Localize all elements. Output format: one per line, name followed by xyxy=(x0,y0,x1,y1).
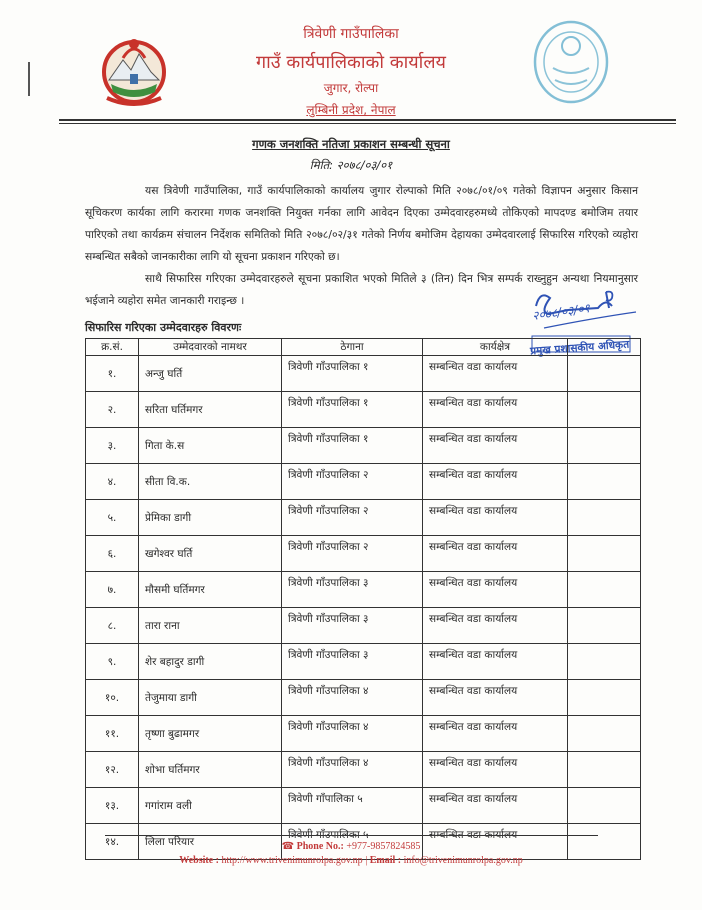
office-line-address: जुगार, रोल्पा xyxy=(323,81,379,95)
cell-workplace: सम्बन्धित वडा कार्यालय xyxy=(423,680,568,716)
cell-serial: १०. xyxy=(86,680,139,716)
office-seal-icon xyxy=(531,18,613,108)
table-row xyxy=(86,572,641,608)
cell-name: गगांराम वली xyxy=(139,788,282,824)
cell-name: खगेश्वर घर्ति xyxy=(139,536,282,572)
cell-serial: ११. xyxy=(86,716,139,752)
cell-workplace: सम्बन्धित वडा कार्यालय xyxy=(423,824,568,860)
cell-name: लिला परियार xyxy=(139,824,282,860)
table-row xyxy=(86,680,641,716)
cell-address: त्रिवेणी गाँउपालिका ५ xyxy=(282,824,423,860)
cell-name: शोभा घर्तिमगर xyxy=(139,752,282,788)
header-rule xyxy=(59,119,676,121)
table-row xyxy=(86,716,641,752)
footer-phone-label: Phone No.: xyxy=(296,841,344,852)
cell-workplace: सम्बन्धित वडा कार्यालय xyxy=(423,500,568,536)
table-row xyxy=(86,536,641,572)
notice-title: गणक जनशक्ति नतिजा प्रकाशन सम्बन्धी सूचना xyxy=(252,137,450,151)
cell-remarks xyxy=(568,500,641,536)
cell-remarks xyxy=(568,716,641,752)
office-line-municipality: त्रिवेणी गाउँपालिका xyxy=(303,26,399,42)
cell-name: अन्जु घर्ति xyxy=(139,356,282,392)
table-row xyxy=(86,752,641,788)
signature-date: २०७८/०३/०१ xyxy=(531,301,591,323)
cell-workplace: सम्बन्धित वडा कार्यालय xyxy=(423,572,568,608)
table-row xyxy=(86,392,641,428)
cell-remarks xyxy=(568,680,641,716)
office-line-province: लुम्बिनी प्रदेश, नेपाल xyxy=(306,103,396,117)
cell-address: त्रिवेणी गाँउपालिका १ xyxy=(282,428,423,464)
footer-rule xyxy=(105,835,598,836)
cell-address: त्रिवेणी गाँउपालिका १ xyxy=(282,392,423,428)
cell-address: त्रिवेणी गाँउपालिका ३ xyxy=(282,644,423,680)
cell-address: त्रिवेणी गाँउपालिका ३ xyxy=(282,572,423,608)
cell-workplace: सम्बन्धित वडा कार्यालय xyxy=(423,536,568,572)
cell-address: त्रिवेणी गाँउपालिका २ xyxy=(282,464,423,500)
cell-address: त्रिवेणी गाँउपालिका २ xyxy=(282,500,423,536)
candidate-table xyxy=(85,338,641,860)
footer-separator: | xyxy=(365,855,368,866)
cell-workplace: सम्बन्धित वडा कार्यालय xyxy=(423,716,568,752)
footer-email-label: Email : xyxy=(369,855,402,866)
cell-address: त्रिवेणी गाँउपालिका ४ xyxy=(282,752,423,788)
cell-serial: १. xyxy=(86,356,139,392)
cell-remarks xyxy=(568,644,641,680)
table-row xyxy=(86,428,641,464)
cell-workplace: सम्बन्धित वडा कार्यालय xyxy=(423,392,568,428)
cell-name: तारा राना xyxy=(139,608,282,644)
cell-serial: १४. xyxy=(86,824,139,860)
cell-address: त्रिवेणी गाँउपालिका १ xyxy=(282,356,423,392)
cell-workplace: सम्बन्धित वडा कार्यालय xyxy=(423,752,568,788)
table-row xyxy=(86,788,641,824)
footer-phone-number: +977-9857824585 xyxy=(346,841,421,852)
cell-serial: ५. xyxy=(86,500,139,536)
office-line-executive-office: गाउँ कार्यपालिकाको कार्यालय xyxy=(256,52,446,73)
cell-name: सरिता घर्तिमगर xyxy=(139,392,282,428)
header-rule-thin xyxy=(59,123,676,124)
footer-phone xyxy=(0,841,702,852)
cell-workplace: सम्बन्धित वडा कार्यालय xyxy=(423,428,568,464)
table-row xyxy=(86,356,641,392)
cell-workplace: सम्बन्धित वडा कार्यालय xyxy=(423,644,568,680)
cell-name: मौसमी घर्तिमगर xyxy=(139,572,282,608)
table-row xyxy=(86,644,641,680)
cell-serial: ६. xyxy=(86,536,139,572)
cell-remarks xyxy=(568,536,641,572)
header-name: उम्मेदवारको नामथर xyxy=(139,339,282,356)
signature-designation: प्रमुख प्रशासकीय अधिकृत xyxy=(529,338,630,358)
footer-web xyxy=(0,855,702,866)
table-header-row xyxy=(86,339,641,356)
cell-serial: ८. xyxy=(86,608,139,644)
cell-name: तेजुमाया डागी xyxy=(139,680,282,716)
cell-remarks xyxy=(568,572,641,608)
cell-remarks xyxy=(568,392,641,428)
cell-address: त्रिवेणी गाँउपालिका ३ xyxy=(282,608,423,644)
cell-name: सीता वि.क. xyxy=(139,464,282,500)
cell-remarks xyxy=(568,608,641,644)
notice-paragraph-2: साथै सिफारिस गरिएका उम्मेदवारहरुले सूचना प्रकाशित भएको मितिले ३ (तिन) दिन भित्र सम्पर्क राख्नुहुन अन्यथा नियमानुसार भईजाने व्यहोरा समेत जानकारी गराइन्छ । xyxy=(85,272,638,307)
cell-remarks xyxy=(568,788,641,824)
cell-name: प्रेमिका डागी xyxy=(139,500,282,536)
cell-serial: ७. xyxy=(86,572,139,608)
cell-remarks xyxy=(568,752,641,788)
cell-name: शेर बहादुर डागी xyxy=(139,644,282,680)
cell-address: त्रिवेणी गाँउपालिका ४ xyxy=(282,680,423,716)
notice-paragraph-1: यस त्रिवेणी गाउँपालिका, गाउँ कार्यपालिकाको कार्यालय जुगार रोल्पाको मिति २०७८/०१/०९ गतेको विज्ञापन अनुसार किसान सूचिकरण कार्यका लागि करारमा गणक जनशक्ति नियुक्त गर्नका लागि आवेदन दिएका उम्मेदवारहरुमध्ये तोकिएको मापदण्ड बमोजिम तयार पारिएको तथा कार्यक्रम संचालन निर्देशक समितिको मिति २०७८/०२/३१ गतेको निर्णय बमोजिम देहायका उम्मेदवारलाई सिफारिस गरिएको व्यहोरा सम्बन्धित सबैको जानकारीका लागि यो सूचना प्रकाशन गरिएको छ। xyxy=(85,184,638,263)
cell-remarks xyxy=(568,428,641,464)
cell-serial: ३. xyxy=(86,428,139,464)
candidate-table-body xyxy=(86,356,641,860)
header-serial: क्र.सं. xyxy=(86,339,139,356)
cell-workplace: सम्बन्धित वडा कार्यालय xyxy=(423,356,568,392)
header-address: ठेगाना xyxy=(282,339,423,356)
cell-address: त्रिवेणी गाँपालिका ५ xyxy=(282,788,423,824)
candidate-list-heading: सिफारिस गरिएका उम्मेदवारहरु विवरणः xyxy=(85,321,242,334)
header-remarks xyxy=(568,339,641,356)
cell-serial: २. xyxy=(86,392,139,428)
cell-remarks xyxy=(568,356,641,392)
footer-website-label: Website : xyxy=(179,855,219,866)
notice-date: मिति: २०७८/०३/०१ xyxy=(309,158,393,172)
footer-website-link[interactable]: http://www.trivenimunrolpa.gov.np xyxy=(221,855,363,866)
cell-workplace: सम्बन्धित वडा कार्यालय xyxy=(423,608,568,644)
cell-serial: ९. xyxy=(86,644,139,680)
cell-serial: ४. xyxy=(86,464,139,500)
cell-address: त्रिवेणी गाँउपालिका २ xyxy=(282,536,423,572)
table-row xyxy=(86,608,641,644)
header-workplace: कार्यक्षेत्र xyxy=(423,339,568,356)
cell-name: गिता के.स xyxy=(139,428,282,464)
cell-address: त्रिवेणी गाँउपालिका ४ xyxy=(282,716,423,752)
cell-workplace: सम्बन्धित वडा कार्यालय xyxy=(423,464,568,500)
cell-name: तृष्णा बुढामगर xyxy=(139,716,282,752)
cell-serial: १२. xyxy=(86,752,139,788)
cell-serial: १३. xyxy=(86,788,139,824)
footer-email-link[interactable]: info@trivenimunrolpa.gov.np xyxy=(403,855,523,866)
table-row xyxy=(86,464,641,500)
phone-icon: ☎ xyxy=(281,841,295,852)
cell-remarks xyxy=(568,464,641,500)
cell-workplace: सम्बन्धित वडा कार्यालय xyxy=(423,788,568,824)
table-row xyxy=(86,500,641,536)
